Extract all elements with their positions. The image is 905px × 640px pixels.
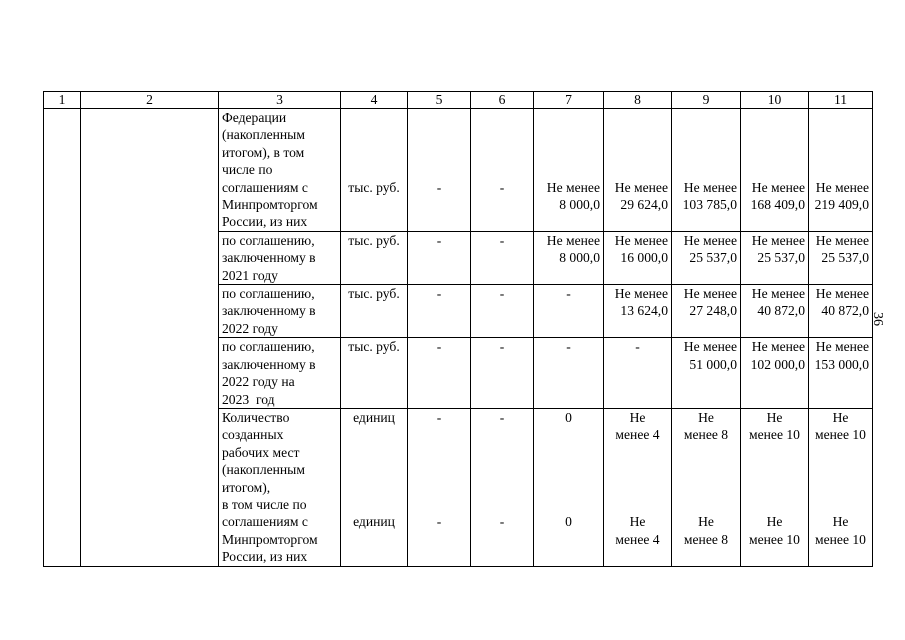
column-number-7: 7 (534, 92, 604, 109)
indicator-name: Федерации (накопленным итогом), в том числе по соглашениям с Минпромторгом России, из них (219, 109, 341, 232)
value-col11: Не менее 25 537,0 (809, 231, 873, 284)
column-number-10: 10 (741, 92, 809, 109)
value-col7: - (534, 338, 604, 409)
unit-cell: тыс. руб. (341, 109, 408, 232)
value-col6: - (471, 231, 534, 284)
column-number-4: 4 (341, 92, 408, 109)
column-number-8: 8 (604, 92, 672, 109)
indicator-name: по соглашению, заключенному в 2022 году (219, 285, 341, 338)
column-number-2: 2 (81, 92, 219, 109)
column-number-1: 1 (44, 92, 81, 109)
page-number: 36 (870, 312, 885, 326)
value-col7: Не менее 8 000,0 (534, 109, 604, 232)
value-col6: - (471, 338, 534, 409)
value-col5: - (408, 231, 471, 284)
unit-cell: тыс. руб. (341, 285, 408, 338)
value-col11: Не менее 153 000,0 (809, 338, 873, 409)
value-col9: Не менее 25 537,0 (672, 231, 741, 284)
table-row (44, 109, 873, 232)
indicator-name: по соглашению, заключенному в 2022 году на 2023 год (219, 338, 341, 409)
indicator-name: по соглашению, заключенному в 2021 году (219, 231, 341, 284)
value-col10: Не менее 168 409,0 (741, 109, 809, 232)
value-col8: Не менее 13 624,0 (604, 285, 672, 338)
value-col6: - (471, 285, 534, 338)
value-col8: Не менее 29 624,0 (604, 109, 672, 232)
column-number-3: 3 (219, 92, 341, 109)
indicators-table (43, 91, 873, 567)
table-header-row (44, 92, 873, 109)
value-col6: - - (471, 408, 534, 566)
column-number-11: 11 (809, 92, 873, 109)
value-col7: 0 0 (534, 408, 604, 566)
empty-cell-col1 (44, 109, 81, 567)
value-col10: Не менее 40 872,0 (741, 285, 809, 338)
column-number-6: 6 (471, 92, 534, 109)
value-col11: Не менее 10 Не менее 10 (809, 408, 873, 566)
value-col8: - (604, 338, 672, 409)
column-number-5: 5 (408, 92, 471, 109)
value-col5: - (408, 109, 471, 232)
column-number-9: 9 (672, 92, 741, 109)
value-col6: - (471, 109, 534, 232)
value-col10: Не менее 102 000,0 (741, 338, 809, 409)
value-col8: Не менее 4 Не менее 4 (604, 408, 672, 566)
indicator-name: Количество созданных рабочих мест (накопленным итогом), в том числе по соглашениям с Минпромторгом России, из них (219, 408, 341, 566)
unit-cell: тыс. руб. (341, 231, 408, 284)
unit-cell: тыс. руб. (341, 338, 408, 409)
value-col9: Не менее 51 000,0 (672, 338, 741, 409)
unit-cell: единиц единиц (341, 408, 408, 566)
value-col7: Не менее 8 000,0 (534, 231, 604, 284)
value-col9: Не менее 27 248,0 (672, 285, 741, 338)
value-col9: Не менее 103 785,0 (672, 109, 741, 232)
value-col5: - (408, 285, 471, 338)
value-col8: Не менее 16 000,0 (604, 231, 672, 284)
value-col10: Не менее 25 537,0 (741, 231, 809, 284)
value-col9: Не менее 8 Не менее 8 (672, 408, 741, 566)
value-col5: - (408, 338, 471, 409)
value-col10: Не менее 10 Не менее 10 (741, 408, 809, 566)
value-col11: Не менее 219 409,0 (809, 109, 873, 232)
value-col7: - (534, 285, 604, 338)
value-col5: - - (408, 408, 471, 566)
empty-cell-col2 (81, 109, 219, 567)
value-col11: Не менее 40 872,0 (809, 285, 873, 338)
